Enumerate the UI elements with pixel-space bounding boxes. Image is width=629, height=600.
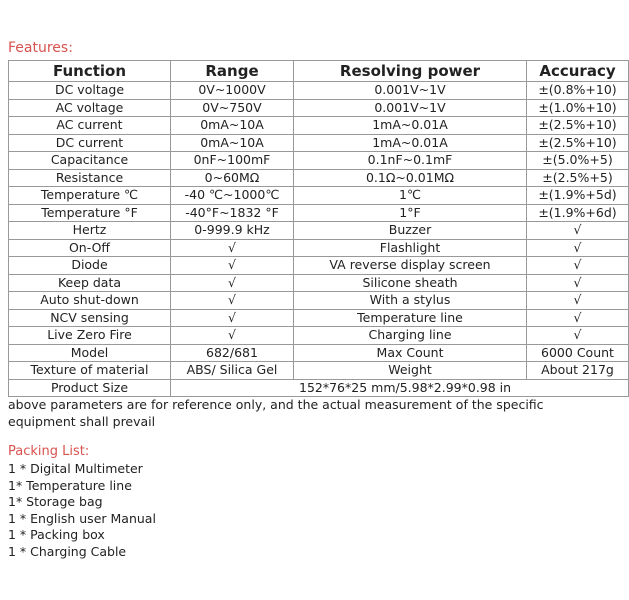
- cell-accuracy: About 217g: [527, 362, 629, 380]
- cell-range: -40°F~1832 °F: [171, 204, 294, 222]
- list-item: 1 * Packing box: [8, 527, 105, 542]
- cell-range: ABS/ Silica Gel: [171, 362, 294, 380]
- table-row: [9, 344, 629, 362]
- cell-resolving-power: 1mA~0.01A: [294, 134, 527, 152]
- list-item: 1 * English user Manual: [8, 510, 156, 526]
- table-row: [9, 327, 629, 345]
- cell-accuracy: ±(0.8%+10): [527, 82, 629, 100]
- cell-function: Live Zero Fire: [9, 327, 171, 345]
- cell-function: DC voltage: [9, 82, 171, 100]
- list-item: 1* Storage bag: [8, 494, 103, 509]
- header-function: Function: [9, 61, 171, 82]
- reference-note: above parameters are for reference only, and the actual measurement of the specific equipment shall prevail: [8, 397, 544, 429]
- cell-function: Temperature °F: [9, 204, 171, 222]
- table-row: [9, 274, 629, 292]
- table-row: [9, 239, 629, 257]
- cell-function: Hertz: [9, 222, 171, 240]
- cell-resolving-power: Buzzer: [294, 222, 527, 240]
- cell-range: 0nF~100mF: [171, 152, 294, 170]
- cell-accuracy: √: [527, 327, 629, 345]
- cell-resolving-power: Max Count: [294, 344, 527, 362]
- cell-function: Temperature ℃: [9, 187, 171, 205]
- cell-function: NCV sensing: [9, 309, 171, 327]
- cell-accuracy: ±(1.9%+5d): [527, 187, 629, 205]
- packing-list-title: Packing List:: [8, 444, 90, 459]
- table-row: [9, 117, 629, 135]
- table-row: [9, 152, 629, 170]
- cell-range: 682/681: [171, 344, 294, 362]
- cell-resolving-power: Temperature line: [294, 309, 527, 327]
- cell-range: √: [171, 309, 294, 327]
- spec-table-header-row: [9, 61, 629, 82]
- cell-resolving-power: 0.1Ω~0.01MΩ: [294, 169, 527, 187]
- list-item: 1* Temperature line: [8, 477, 132, 493]
- cell-range: 0V~1000V: [171, 82, 294, 100]
- cell-accuracy: ±(2.5%+5): [527, 169, 629, 187]
- cell-function: DC current: [9, 134, 171, 152]
- cell-resolving-power: 0.001V~1V: [294, 99, 527, 117]
- table-row: [9, 169, 629, 187]
- cell-accuracy: √: [527, 309, 629, 327]
- cell-function: Diode: [9, 257, 171, 275]
- cell-accuracy: ±(2.5%+10): [527, 134, 629, 152]
- table-row: [9, 362, 629, 380]
- cell-resolving-power: Flashlight: [294, 239, 527, 257]
- cell-resolving-power: 1°F: [294, 204, 527, 222]
- cell-range: 0-999.9 kHz: [171, 222, 294, 240]
- table-row: [9, 99, 629, 117]
- table-row: [9, 82, 629, 100]
- table-row: [9, 309, 629, 327]
- cell-accuracy: √: [527, 239, 629, 257]
- cell-accuracy: √: [527, 222, 629, 240]
- cell-product-size-label: Product Size: [9, 379, 171, 397]
- header-accuracy: Accuracy: [527, 61, 629, 82]
- cell-accuracy: √: [527, 292, 629, 310]
- list-item: 1 * Digital Multimeter: [8, 461, 143, 476]
- cell-range: 0~60MΩ: [171, 169, 294, 187]
- table-row: [9, 187, 629, 205]
- cell-accuracy: ±(1.0%+10): [527, 99, 629, 117]
- table-row: [9, 292, 629, 310]
- header-resolving-power: Resolving power: [294, 61, 527, 82]
- header-range: Range: [171, 61, 294, 82]
- packing-list: [8, 461, 156, 560]
- cell-range: √: [171, 239, 294, 257]
- table-row: [9, 204, 629, 222]
- cell-resolving-power: Charging line: [294, 327, 527, 345]
- table-row: [9, 257, 629, 275]
- cell-range: 0mA~10A: [171, 117, 294, 135]
- table-row: [9, 222, 629, 240]
- cell-range: √: [171, 274, 294, 292]
- cell-function: Keep data: [9, 274, 171, 292]
- cell-range: 0V~750V: [171, 99, 294, 117]
- list-item: 1 * Charging Cable: [8, 543, 127, 559]
- table-row: [9, 134, 629, 152]
- cell-resolving-power: 0.001V~1V: [294, 82, 527, 100]
- cell-accuracy: 6000 Count: [527, 344, 629, 362]
- cell-function: Capacitance: [9, 152, 171, 170]
- cell-resolving-power: Silicone sheath: [294, 274, 527, 292]
- cell-resolving-power: With a stylus: [294, 292, 527, 310]
- cell-accuracy: ±(1.9%+6d): [527, 204, 629, 222]
- cell-function: Model: [9, 344, 171, 362]
- cell-accuracy: √: [527, 257, 629, 275]
- cell-range: √: [171, 327, 294, 345]
- cell-resolving-power: 1mA~0.01A: [294, 117, 527, 135]
- cell-accuracy: ±(5.0%+5): [527, 152, 629, 170]
- table-row-product-size: [9, 379, 629, 397]
- cell-accuracy: ±(2.5%+10): [527, 117, 629, 135]
- cell-resolving-power: 1℃: [294, 187, 527, 205]
- cell-accuracy: √: [527, 274, 629, 292]
- cell-function: Resistance: [9, 169, 171, 187]
- features-title: Features:: [8, 40, 73, 56]
- cell-function: AC current: [9, 117, 171, 135]
- cell-range: √: [171, 257, 294, 275]
- cell-resolving-power: 0.1nF~0.1mF: [294, 152, 527, 170]
- cell-resolving-power: VA reverse display screen: [294, 257, 527, 275]
- cell-function: Auto shut-down: [9, 292, 171, 310]
- cell-function: Texture of material: [9, 362, 171, 380]
- cell-function: AC voltage: [9, 99, 171, 117]
- cell-range: 0mA~10A: [171, 134, 294, 152]
- spec-table: [8, 60, 629, 397]
- cell-product-size-value: 152*76*25 mm/5.98*2.99*0.98 in: [171, 379, 629, 397]
- cell-function: On-Off: [9, 239, 171, 257]
- cell-range: √: [171, 292, 294, 310]
- cell-range: -40 ℃~1000℃: [171, 187, 294, 205]
- cell-resolving-power: Weight: [294, 362, 527, 380]
